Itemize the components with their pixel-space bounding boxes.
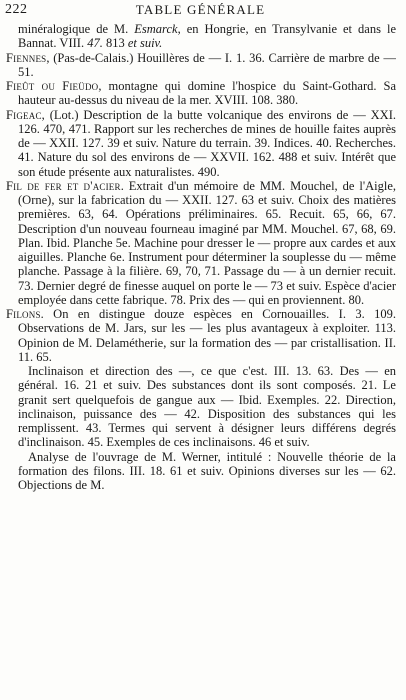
page-number: 222 [5,2,28,17]
index-entry-fiennes [6,51,396,80]
entry-text: Inclinaison et direction des —, ce que c'est. III. 13. 63. Des — en général. 16. 21 et suiv. Des substances dont ils sont composés. 21. Le granit sert quelquefois de gangue aux — Ibid. Exemples. 22. Direction, inclinaison, puissance des — 42. Disposition des substances qui les remplissent. 43. Termes qui servent à désigner leurs différens degrés d'inclinaison. 45. Exemples de ces inclinaisons. 46 et suiv. [18,364,396,450]
entry-text: , (Pas-de-Calais.) Houillères de — I. 1. 36. Carrière de marbre de — 51. [18,50,396,79]
index-subentry-inclinaison [6,364,396,450]
entry-text: Analyse de l'ouvrage de M. Werner, intitulé : Nouvelle théorie de la formation des filons. III. 18. 61 et suiv. Opinions diverses sur les — 62. Objections de M. [18,449,396,492]
headword: Fiennes [6,50,47,65]
index-entry-filons [6,307,396,364]
index-entry-figeac [6,108,396,179]
entry-ref: 47. [87,36,103,51]
name-esmarck: Esmarck [134,22,178,36]
et-suiv: et suiv. [127,36,163,51]
page-header [5,2,396,22]
headword: Fil de fer et d'acier [6,178,121,193]
entry-text: . Extrait d'un mémoire de MM. Mouchel, de l'Aigle, (Orne), sur la fabrication du — XXII. 127. 63 et suiv. Choix des matières premières. 63, 64. Opérations préliminaires. 65. Recuit. 65, 66, 67. Description d'un nouveau fourneau imaginé par MM. Mouchel. 67, 68, 69. Plan. Ibid. Planche 5e. Machine pour dresser le — propre aux cardes et aux aiguilles. Planche 6e. Instrument pour déterminer la souplesse du — même planche. Passage à la filière. 69, 70, 71. Passage du — à un dernier recuit. 73. Dernier degré de finesse auquel on porte le — 73 et suiv. Espèce d'acier employée dans cette fabrique. 78. Prix des — qui en proviennent. 80. [18,178,396,307]
entry-text: , montagne qui domine l'hospice du Saint-Gothard. Sa hauteur au-dessus du niveau de la mer. XVIII. 108. 380. [18,79,396,108]
headword: Filons [6,307,41,321]
index-entry-fieut [6,79,396,108]
entry-text: , en Hongrie, en Transylvanie et dans le Bannat. VIII. [18,22,396,51]
headword: Figeac [6,107,42,122]
entry-text: , (Lot.) Description de la butte volcanique des environs de — XXI. 126. 470, 471. Rapport sur les recherches de mines de houille faites auprès de — XXII. 127. 39 et suiv. Nature du terrain. 39. Indices. 40. Recherches. 41. Nature du sol des environs de — XXVII. 162. 488 et suiv. Intérêt que son étude présente aux naturalistes. 490. [18,107,396,179]
headword: Fieût ou Fieüdo [6,79,99,93]
index-content [6,22,396,698]
index-entry-continuation [6,22,396,51]
entry-text: 813 [102,36,128,51]
entry-text: minéralogique de M. [18,22,135,36]
running-title: TABLE GÉNÉRALE [135,2,266,17]
index-subentry-werner [6,450,396,493]
index-entry-fil-de-fer [6,179,396,307]
entry-text: . On en distingue douze espèces en Cornouailles. I. 3. 109. Observations de M. Jars, sur les — les plus avantageux à exploiter. 113. Opinion de M. Delamétherie, sur la formation des — par cristallisation. II. 11. 65. [18,307,396,364]
